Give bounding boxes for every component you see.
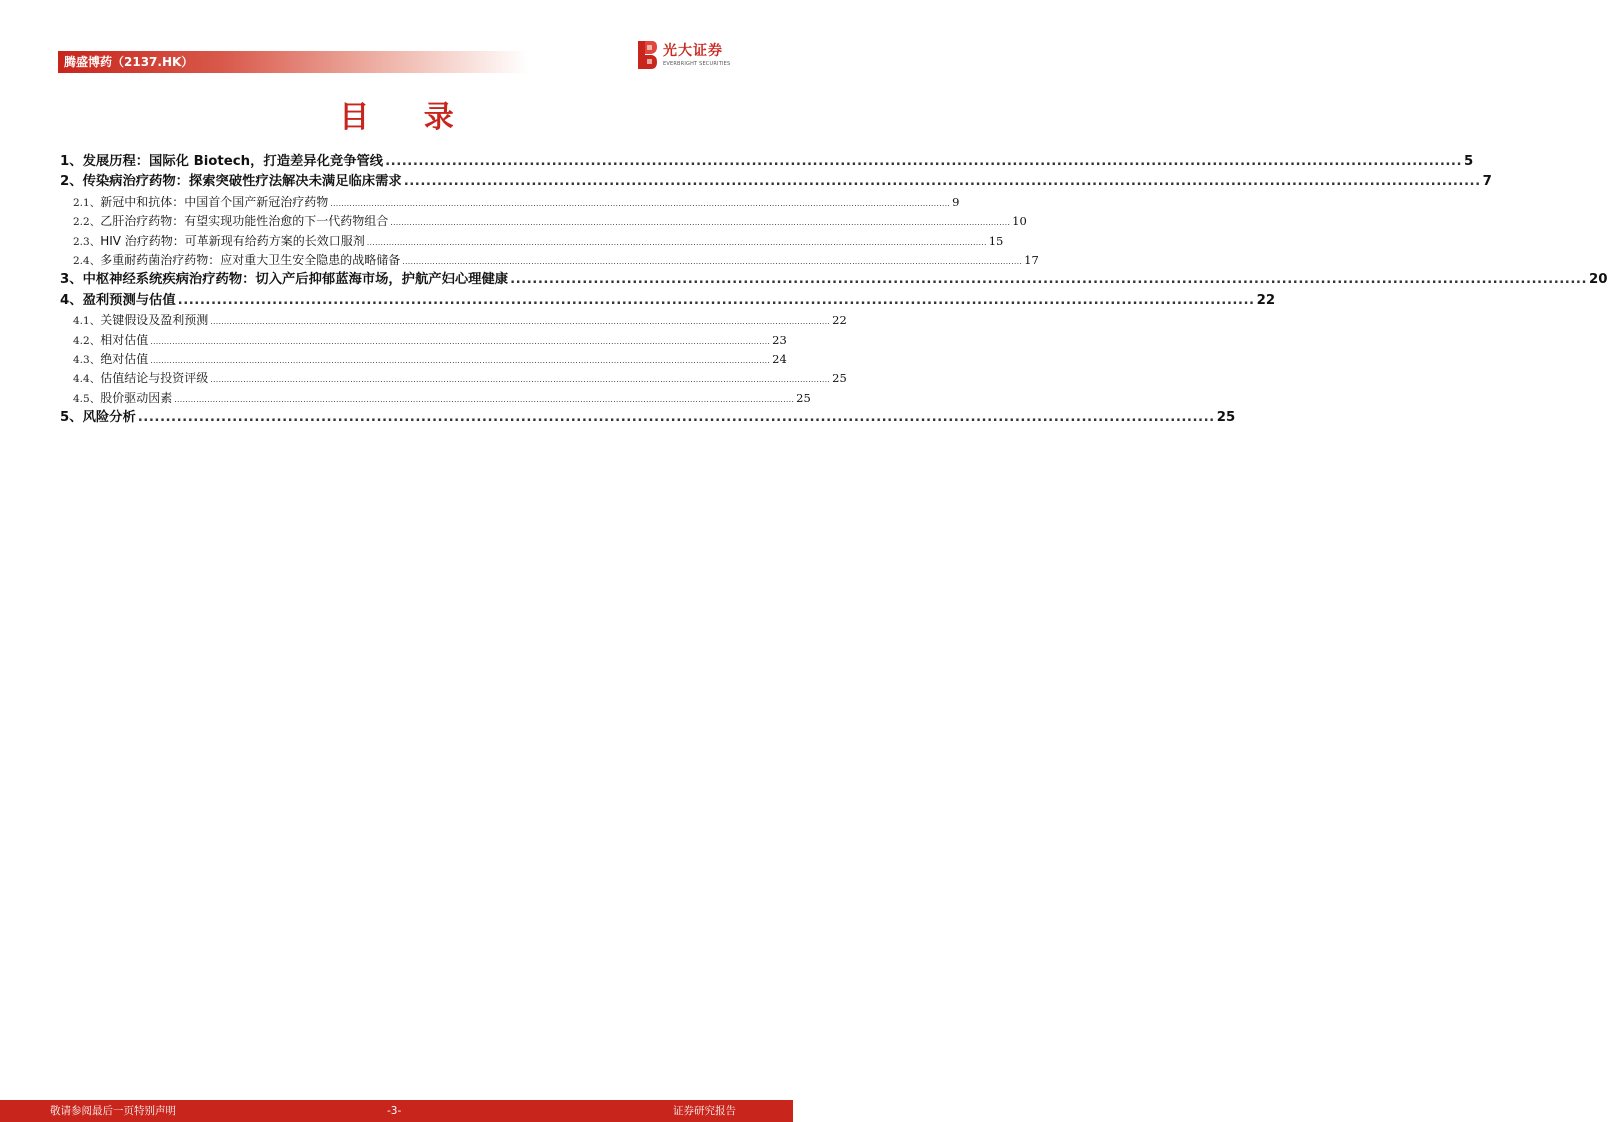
toc-entry-number: 4.3、 bbox=[73, 353, 101, 366]
page-number: -3- bbox=[387, 1105, 402, 1117]
toc-entry-page: 25 bbox=[796, 390, 811, 405]
toc-leader-dots: .................................................................................................................................................................................................................................. bbox=[402, 256, 1023, 266]
toc-leader-dots: .................................................................................................................................................................................................................................. bbox=[174, 394, 795, 404]
toc-leader-dots: .................................................................................................................................................................................................................................. bbox=[390, 218, 1011, 228]
toc-entry-page: 22 bbox=[832, 313, 847, 328]
toc-entry-number: 4、 bbox=[60, 292, 83, 308]
logo-english-name: EVERBRIGHT SECURITIES bbox=[663, 61, 731, 67]
toc-leader-dots: .................................................................................................................................................................................................. bbox=[510, 272, 1588, 288]
footer-bar bbox=[0, 1100, 793, 1122]
toc-entry[interactable] bbox=[60, 350, 787, 369]
toc-entry[interactable] bbox=[60, 311, 847, 330]
toc-entry-label: 绝对估值 bbox=[100, 351, 149, 366]
toc-entry-label: 盈利预测与估值 bbox=[82, 292, 176, 308]
toc-entry-page: 10 bbox=[1012, 214, 1027, 229]
logo-chinese-name: 光大证券 bbox=[663, 43, 723, 59]
toc-entry-number: 2.3、 bbox=[73, 235, 101, 248]
toc-entry-number: 4.2、 bbox=[73, 334, 101, 347]
toc-entry-label: 估值结论与投资评级 bbox=[100, 371, 209, 386]
toc-entry-page: 17 bbox=[1024, 252, 1039, 267]
toc-entry[interactable] bbox=[60, 291, 1276, 311]
toc-entry-page: 24 bbox=[772, 351, 787, 366]
toc-entry-label: 关键假设及盈利预测 bbox=[100, 313, 209, 328]
toc-entry-number: 2.1、 bbox=[73, 196, 101, 209]
footer-disclaimer: 敬请参阅最后一页特别声明 bbox=[50, 1105, 176, 1117]
toc-leader-dots: .................................................................................................................................................................................................................................. bbox=[366, 237, 987, 247]
toc-entry-label: 传染病治疗药物：探索突破性疗法解决未满足临床需求 bbox=[82, 174, 402, 190]
toc-leader-dots: .................................................................................................................................................................................................................................. bbox=[210, 317, 831, 327]
toc-entry-page: 9 bbox=[952, 194, 960, 209]
report-company-title: 腾盛博药（2137.HK） bbox=[64, 55, 194, 69]
everbright-logo-icon bbox=[636, 40, 658, 70]
toc-entry-label: 中枢神经系统疾病治疗药物：切入产后抑郁蓝海市场，护航产妇心理健康 bbox=[82, 272, 509, 288]
toc-entry-page: 22 bbox=[1256, 292, 1276, 308]
toc-leader-dots: .................................................................................................................................................................................................................................. bbox=[150, 336, 771, 346]
toc-entry[interactable] bbox=[60, 152, 1474, 172]
toc-entry-number: 4.5、 bbox=[73, 392, 101, 405]
toc-entry[interactable] bbox=[60, 389, 811, 408]
toc-entry-label: 新冠中和抗体：中国首个国产新冠治疗药物 bbox=[100, 194, 329, 209]
toc-leader-dots: .................................................................................................................................................................................................. bbox=[177, 292, 1255, 308]
toc-entry-label: 发展历程：国际化 Biotech，打造差异化竞争管线 bbox=[82, 154, 384, 169]
toc-title: 目 录 bbox=[339, 100, 476, 135]
toc-entry-page: 5 bbox=[1464, 154, 1474, 169]
toc-entry[interactable] bbox=[60, 251, 1039, 270]
toc-entry-number: 5、 bbox=[60, 410, 83, 426]
toc-entry-number: 4.4、 bbox=[73, 373, 101, 386]
toc-entry-number: 2.2、 bbox=[73, 216, 101, 229]
toc-entry-page: 25 bbox=[832, 371, 847, 386]
toc-leader-dots: .................................................................................................................................................................................................. bbox=[137, 410, 1215, 426]
toc-entry[interactable] bbox=[60, 408, 1236, 428]
toc-entry[interactable] bbox=[60, 193, 960, 212]
toc-leader-dots: .................................................................................................................................................................................................. bbox=[403, 174, 1481, 190]
table-of-contents bbox=[60, 152, 1608, 428]
toc-entry-page: 15 bbox=[988, 233, 1004, 248]
toc-entry-label: 风险分析 bbox=[82, 410, 136, 426]
toc-entry-page: 20 bbox=[1589, 272, 1608, 288]
toc-entry-page: 23 bbox=[772, 332, 787, 347]
toc-entry-label: 多重耐药菌治疗药物：应对重大卫生安全隐患的战略储备 bbox=[100, 252, 401, 267]
toc-entry-label: 乙肝治疗药物：有望实现功能性治愈的下一代药物组合 bbox=[100, 214, 389, 229]
toc-entry-number: 2.4、 bbox=[73, 254, 101, 267]
toc-entry-number: 1、 bbox=[60, 154, 83, 169]
toc-leader-dots: .................................................................................................................................................................................................................................. bbox=[150, 355, 771, 365]
toc-entry-number: 3、 bbox=[60, 272, 83, 288]
toc-entry[interactable] bbox=[60, 331, 787, 350]
toc-entry-label: HIV 治疗药物：可革新现有给药方案的长效口服剂 bbox=[100, 233, 365, 248]
toc-leader-dots: .................................................................................................................................................................................................................................. bbox=[210, 375, 831, 385]
toc-entry[interactable] bbox=[60, 270, 1608, 290]
toc-entry-number: 4.1、 bbox=[73, 315, 101, 328]
toc-entry-page: 25 bbox=[1216, 410, 1236, 426]
toc-entry[interactable] bbox=[60, 369, 847, 388]
toc-entry-label: 相对估值 bbox=[100, 332, 149, 347]
toc-entry-page: 7 bbox=[1482, 174, 1492, 190]
toc-leader-dots: .................................................................................................................................................................................................................................. bbox=[330, 198, 951, 208]
footer-report-type: 证券研究报告 bbox=[673, 1105, 736, 1117]
toc-entry[interactable] bbox=[60, 212, 1027, 231]
toc-entry-number: 2、 bbox=[60, 174, 83, 190]
toc-entry[interactable] bbox=[60, 232, 1004, 251]
toc-leader-dots: .................................................................................................................................................................................................. bbox=[385, 154, 1463, 169]
everbright-logo bbox=[636, 40, 736, 72]
toc-entry-label: 股价驱动因素 bbox=[100, 390, 173, 405]
toc-entry[interactable] bbox=[60, 172, 1492, 192]
